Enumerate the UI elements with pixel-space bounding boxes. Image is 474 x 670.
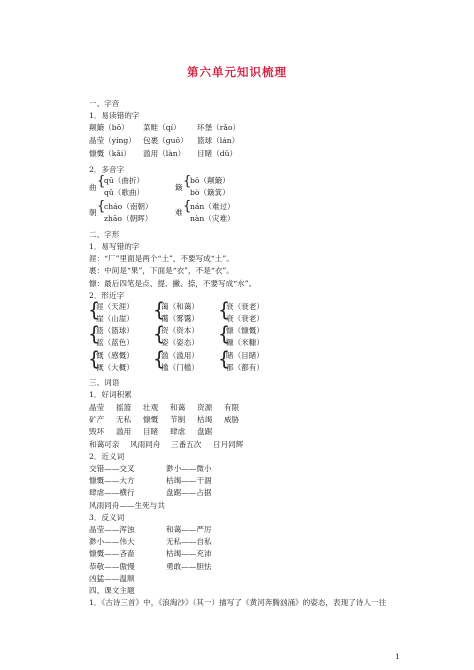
synonym-pair: 枯竭——干涸 (166, 476, 212, 485)
subheading-similar-chars: 2．形近字 (89, 291, 125, 300)
word: 节制 (170, 415, 186, 424)
similar-char: 睹（目睹） (226, 351, 264, 360)
polyphone-char: 簸 (175, 183, 183, 192)
similar-char: 慨（感慨） (96, 351, 134, 360)
antonym-pair: 恭敬——傲慢 (89, 562, 135, 571)
synonym-pair: 渺小——微小 (166, 464, 212, 473)
synonym-pair: 交错——交叉 (89, 464, 135, 473)
word: 目睹 (143, 427, 159, 436)
polyphone-reading: bò（簸箕） (190, 188, 230, 197)
similar-char: 蔼（和蔼） (161, 302, 199, 311)
word: 和蔼 (170, 403, 186, 412)
polyphone-reading: zhāo（朝晖） (104, 214, 153, 223)
antonym-pair: 晶莹——浑浊 (89, 525, 135, 534)
left-brace: { (97, 199, 106, 214)
section-heading-glyphs: 二、字形 (89, 230, 120, 239)
word: 晶莹 (89, 403, 105, 412)
similar-char: 崖（山崖） (96, 314, 134, 323)
polyphone-reading: bǒ（颠簸） (190, 176, 230, 185)
left-brace: { (153, 298, 166, 322)
reading-item: 颠簸（bǒ） (89, 123, 129, 132)
left-brace: { (218, 347, 231, 371)
reading-item: 篮球（lán） (197, 136, 240, 145)
left-brace: { (97, 174, 106, 189)
word: 枯竭 (197, 415, 213, 424)
word: 资源 (197, 403, 213, 412)
left-brace: { (88, 347, 101, 371)
synonym-pair: 肆虐——横行 (89, 488, 135, 497)
reading-item: 慷慨（kǎi） (89, 149, 131, 158)
left-brace: { (183, 199, 192, 214)
subheading-easy-misread: 1．易读错的字 (89, 111, 140, 120)
word: 无私 (116, 415, 132, 424)
glyph-note: 慷：最后四笔是点、提、撇、捺，不要写成“水”。 (89, 279, 257, 288)
similar-char: 都（都有） (226, 363, 264, 372)
antonym-pair: 和蔼——严厉 (166, 525, 212, 534)
glyph-note: 涯：“厂”里面是两个“土”，不要写成“土”。 (89, 254, 234, 263)
antonym-pair: 凶猛——温顺 (89, 574, 135, 583)
word: 毁坏 (89, 427, 105, 436)
glyph-note: 裹：中间是“果”，下面是“衣”，不是“衣”。 (89, 266, 234, 275)
similar-char: 慷（慷慨） (226, 326, 264, 335)
similar-char: 概（大概） (96, 363, 134, 372)
reading-item: 环堡（rǎo） (197, 123, 241, 132)
polyphone-reading: nán（难过） (190, 202, 235, 211)
similar-char: 霭（雾霭） (161, 314, 199, 323)
polyphone-reading: qǔ（歌曲） (104, 188, 145, 197)
word: 日月同辉 (213, 440, 244, 449)
similar-char: 资（资本） (161, 326, 199, 335)
synonym-pair: 风雨同舟——生死与共 (89, 501, 165, 510)
subheading-good-words: 1．好词积累 (89, 390, 132, 399)
left-brace: { (153, 347, 166, 371)
left-brace: { (183, 174, 192, 189)
synonym-pair: 盘踞——占据 (166, 488, 212, 497)
reading-item: 包裹（guǒ） (143, 136, 188, 145)
similar-char: 篮（篮球） (96, 326, 134, 335)
word: 肆虐 (170, 427, 186, 436)
antonym-pair: 枯竭——充沛 (166, 549, 212, 558)
subheading-polyphones: 2．多音字 (89, 165, 125, 174)
word: 三番五次 (171, 440, 202, 449)
antonym-pair: 慷慨——吝啬 (89, 549, 135, 558)
subheading-synonyms: 2．近义词 (89, 452, 125, 461)
polyphone-char: 曲 (89, 183, 97, 192)
synonym-pair: 慷慨——大方 (89, 476, 135, 485)
similar-char: 涯（天涯） (96, 302, 134, 311)
similar-char: 糠（米糠） (226, 338, 264, 347)
polyphone-reading: qū（曲折） (104, 176, 145, 185)
word: 矿产 (89, 415, 105, 424)
left-brace: { (218, 298, 231, 322)
word: 风雨同舟 (130, 440, 161, 449)
left-brace: { (88, 298, 101, 322)
section-heading-pronunciation: 一、字音 (89, 99, 120, 108)
reading-item: 目睹（dǔ） (197, 149, 238, 158)
left-brace: { (88, 322, 101, 346)
word: 壮观 (143, 403, 159, 412)
page-title: 第六单元知识梳理 (187, 65, 287, 79)
polyphone-char: 难 (175, 208, 183, 217)
similar-char: 衰（衰老） (226, 302, 264, 311)
word: 和蔼可亲 (89, 440, 120, 449)
antonym-pair: 勇敢——胆怯 (166, 562, 212, 571)
similar-char: 蓝（蓝色） (96, 338, 134, 347)
page-number: 1 (395, 652, 400, 661)
theme-paragraph: 1．《古诗三首》中，《浪淘沙》（其一）描写了《黄河奔腾汹涌》的姿态，表现了诗人一往 (89, 598, 387, 607)
word: 滥用 (116, 427, 132, 436)
word: 摇篮 (116, 403, 132, 412)
left-brace: { (218, 322, 231, 346)
polyphone-reading: nàn（灾难） (190, 214, 235, 223)
section-heading-themes: 四、课文主题 (89, 586, 135, 595)
similar-char: 衰（衰老） (226, 314, 264, 323)
reading-item: 菜畦（qí） (143, 123, 181, 132)
word: 盘踞 (197, 427, 213, 436)
word: 威胁 (224, 415, 240, 424)
polyphone-char: 朝 (89, 208, 97, 217)
antonym-pair: 渺小——伟大 (89, 537, 135, 546)
similar-char: 滥（滥用） (161, 351, 199, 360)
reading-item: 滥用（làn） (143, 149, 186, 158)
similar-char: 槛（门槛） (161, 363, 199, 372)
subheading-easy-miswrite: 1．易写错的字 (89, 242, 140, 251)
subheading-antonyms: 3．反义词 (89, 513, 125, 522)
polyphone-reading: cháo（南朝） (104, 202, 153, 211)
word: 有限 (224, 403, 240, 412)
reading-item: 晶莹（yíng） (89, 136, 136, 145)
antonym-pair: 无私——自私 (166, 537, 212, 546)
left-brace: { (153, 322, 166, 346)
similar-char: 姿（姿态） (161, 338, 199, 347)
word: 慷慨 (143, 415, 159, 424)
section-heading-vocabulary: 三、词语 (89, 378, 120, 387)
